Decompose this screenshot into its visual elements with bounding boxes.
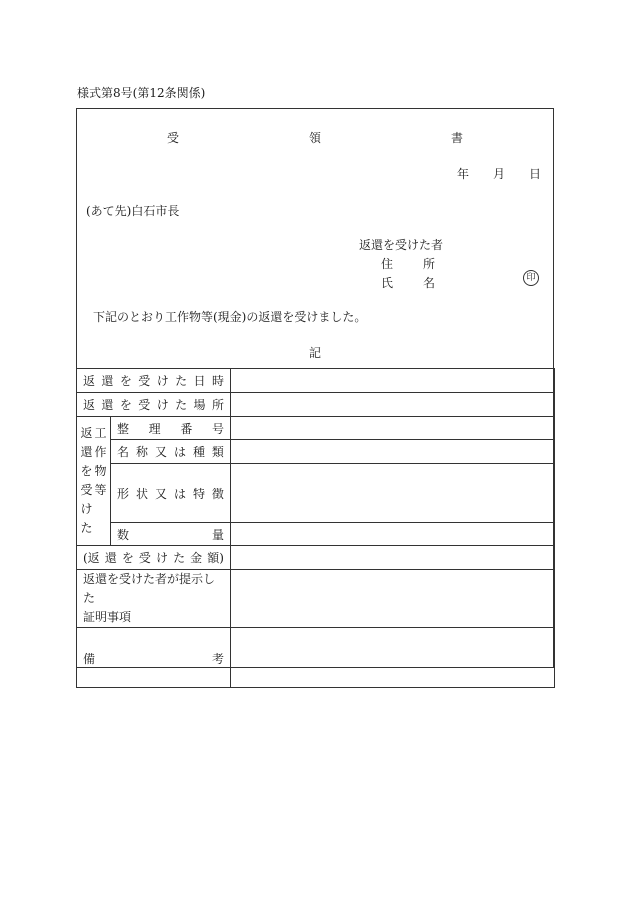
ki-heading: 記 [308,346,321,360]
row-label-place: 返 還 を 受 け た 場 所 [77,393,231,417]
table-row-place [77,393,555,417]
form-number-label: 様式第8号(第12条関係) [77,86,206,100]
addressee: (あて先)白石市長 [86,204,180,218]
row-label-proof: 返還を受けた者が提示した 証明事項 [77,570,231,628]
title-char: 書 [450,131,463,145]
recipient-address-label: 住 所 [381,257,436,271]
recipient-name-label: 氏 名 [381,276,436,290]
value-cell-name-type[interactable] [231,440,555,464]
row-label-quantity: 数 量 [111,523,231,546]
row-label-datetime: 返 還 を 受 け た 日 時 [77,369,231,393]
row-label-remarks: 備 考 [77,628,231,688]
table-row-number [77,417,555,440]
seal-mark: 印 [523,270,539,286]
table-row-datetime [77,369,555,393]
value-cell-datetime[interactable] [231,369,555,393]
table-row-name-type [77,440,555,464]
table-row-shape [77,464,555,523]
statement-text: 下記のとおり工作物等(現金)の返還を受けました。 [93,310,367,324]
document-title [77,129,553,146]
value-cell-quantity[interactable] [231,523,555,546]
value-cell-amount[interactable] [231,546,555,570]
table-row-amount [77,546,555,570]
group-label-returned-items: 返 還 を 受 け た 工 作 物 等 [77,417,111,546]
recipient-heading: 返還を受けた者 [359,238,444,252]
row-label-name-type: 名 称 又 は 種 類 [111,440,231,464]
day-label: 日 [528,167,541,181]
title-char: 受 [166,131,179,145]
title-char: 領 [308,131,321,145]
row-label-amount: (返 還 を 受 け た 金 額) [77,546,231,570]
value-cell-proof[interactable] [231,570,555,628]
date-line [445,165,553,182]
row-label-number: 整 理 番 号 [111,417,231,440]
year-label: 年 [456,167,469,181]
value-cell-place[interactable] [231,393,555,417]
table-row-quantity [77,523,555,546]
row-label-shape: 形 状 又 は 特 徴 [111,464,231,523]
receipt-table [76,368,555,688]
value-cell-number[interactable] [231,417,555,440]
value-cell-shape[interactable] [231,464,555,523]
table-row-remarks [77,628,555,688]
receipt-form [76,108,554,668]
table-row-proof [77,570,555,628]
month-label: 月 [492,167,505,181]
value-cell-remarks[interactable] [231,628,555,688]
